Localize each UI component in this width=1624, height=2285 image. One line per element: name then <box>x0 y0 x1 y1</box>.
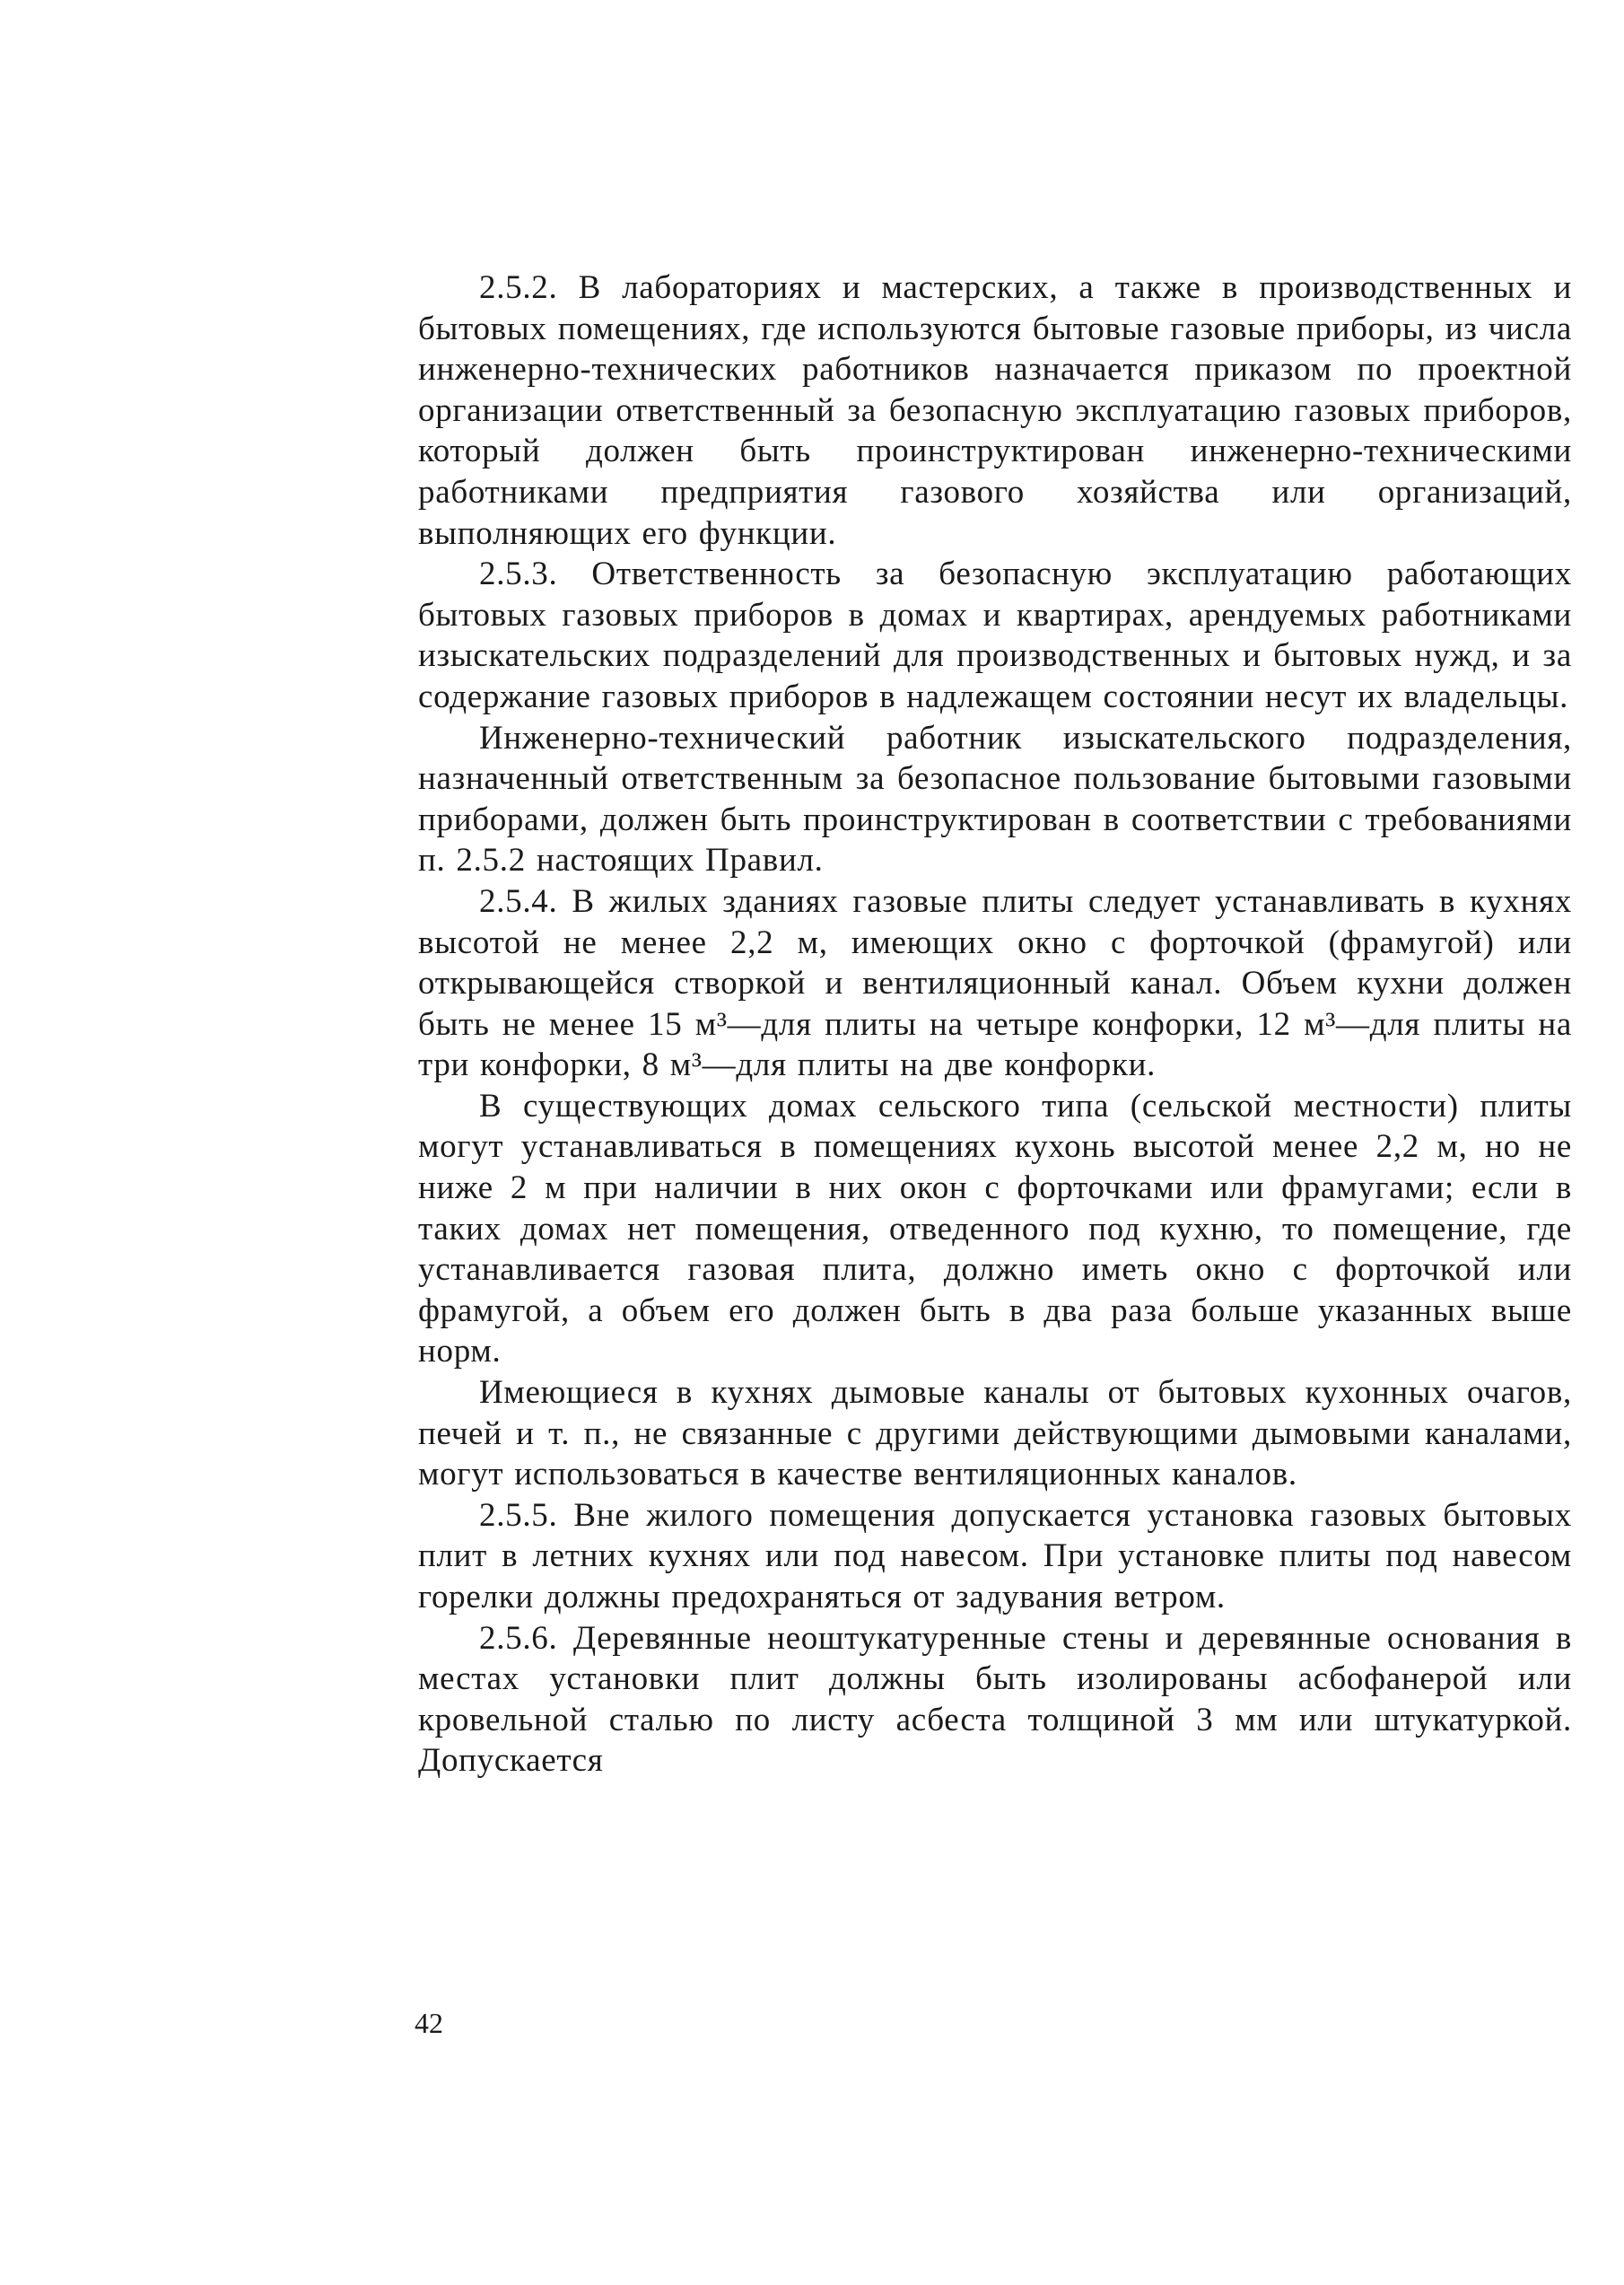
paragraph-2-5-3: 2.5.3. Ответственность за безопасную эксплуатацию работающих бытовых газовых приборов в домах и квартирах, арендуемых работниками изыскательских подразделений для производственных и бытовых нужд, и за содержание газовых приборов в надлежащем состоянии несут их владельцы. <box>418 556 1572 715</box>
page-number: 42 <box>415 2007 443 2039</box>
paragraph-2-5-2: 2.5.2. В лабораториях и мастерских, а также в производственных и бытовых помещениях, где используются бытовые газовые приборы, из числа инженерно-технических работников назначается приказом по проектной организации ответственный за безопасную эксплуатацию газовых приборов, который должен быть проинструктирован инженерно-техническими работниками предприятия газового хозяйства или организаций, выполняющих его функции. <box>418 269 1572 552</box>
paragraph-2-5-5: 2.5.5. Вне жилого помещения допускается установка газовых бытовых плит в летних кухнях или под навесом. При установке плиты под навесом горелки должны предохраняться от задувания ветром. <box>418 1496 1572 1615</box>
paragraph-engineer-responsible: Инженерно-технический работник изыскательского подразделения, назначенный ответственным за безопасное пользование бытовыми газовыми приборами, должен быть проинструктирован в соответствии с требованиями п. 2.5.2 настоящих Правил. <box>418 719 1572 880</box>
paragraph-2-5-6: 2.5.6. Деревянные неоштукатуренные стены и деревянные основания в местах установки плит должны быть изолированы асбофанерой или кровельной сталью по листу асбеста толщиной 3 мм или штукатуркой. Допускается <box>418 1619 1572 1780</box>
paragraph-rural-houses: В существующих домах сельского типа (сельской местности) плиты могут устанавливаться в помещениях кухонь высотой менее 2,2 м, но не ниже 2 м при наличии в них окон с форточками или фрамугами; если в таких домах нет помещения, отведенного под кухню, то помещение, где устанавливается газовая плита, должно иметь окно с форточкой или фрамугой, а объем его должен быть в два раза больше указанных выше норм. <box>418 1087 1572 1370</box>
paragraph-2-5-4: 2.5.4. В жилых зданиях газовые плиты следует устанавливать в кухнях высотой не менее 2,2 м, имеющих окно с форточкой (фрамугой) или открывающейся створкой и вентиляционный канал. Объем кухни должен быть не менее 15 м³—для плиты на четыре конфорки, 12 м³—для плиты на три конфорки, 8 м³—для плиты на две конфорки. <box>418 882 1572 1084</box>
paragraph-smoke-channels: Имеющиеся в кухнях дымовые каналы от бытовых кухонных очагов, печей и т. п., не связанные с другими действующими дымовыми каналами, могут использоваться в качестве вентиляционных каналов. <box>418 1374 1572 1493</box>
body-text <box>418 267 1572 1782</box>
